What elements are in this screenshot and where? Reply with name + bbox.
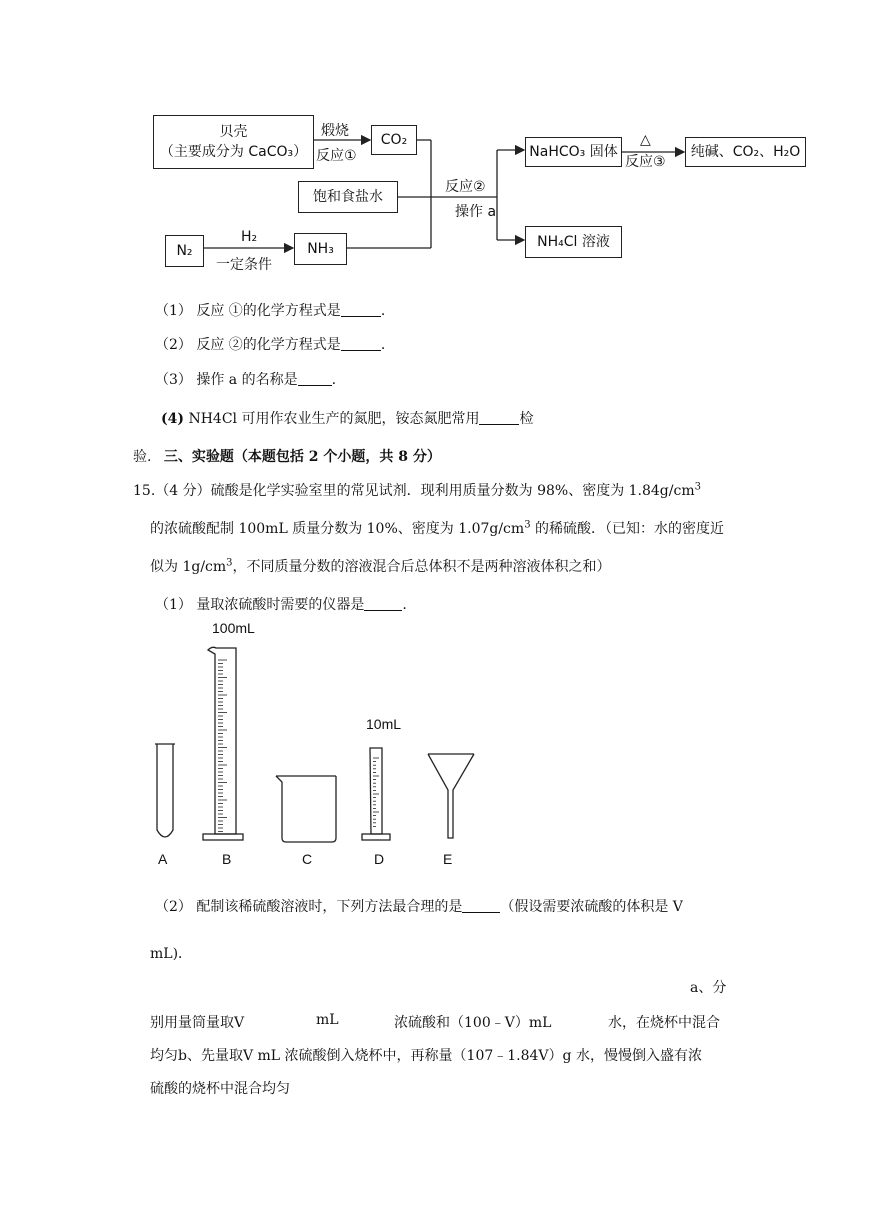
q15-line1-sup: 3 <box>694 481 701 493</box>
option-b-cont <box>150 1078 290 1098</box>
arrow1-bottom-label: 反应① <box>316 148 357 164</box>
co2-text: CO₂ <box>380 132 408 148</box>
q15-sub2-end: （假设需要浓硫酸的体积是 V <box>500 899 683 915</box>
q14-sub3 <box>155 369 336 389</box>
q15-line2-text: 的浓硫酸配制 100mL 质量分数为 10%、密度为 1.07g/cm <box>150 521 525 537</box>
q14-sub4-cont-text: 验. <box>133 449 152 465</box>
q15-sub1 <box>155 594 407 614</box>
nahco3-text: NaHCO₃ 固体 <box>529 144 618 160</box>
apparatus-drawing <box>140 640 480 850</box>
label-a: A <box>158 851 168 867</box>
option-a-part4: 水，在烧杯中混合 <box>608 1015 720 1031</box>
answer-blank[interactable] <box>341 302 381 317</box>
q14-sub3-end: . <box>331 372 337 388</box>
q15-line3 <box>150 556 611 576</box>
co2-box <box>371 125 417 155</box>
q14-sub4-cont <box>133 446 441 466</box>
option-a-head <box>690 977 726 997</box>
q14-sub2 <box>155 334 385 354</box>
cylinder-100ml-ticks <box>218 660 227 832</box>
option-a-part3: 浓硫酸和（100﹣V）mL <box>394 1015 552 1031</box>
q14-sub3-text: （3） 操作 a 的名称是 <box>155 372 298 388</box>
q15-sub2-cont <box>150 943 192 963</box>
arrow2-top-label: 反应② <box>445 179 486 195</box>
arrow4-top-label: H₂ <box>241 229 258 245</box>
option-b-line <box>150 1045 702 1065</box>
q14-sub1 <box>155 300 385 320</box>
cylinder-10ml-label: 10mL <box>366 716 402 732</box>
answer-blank[interactable] <box>298 371 332 386</box>
brine-text: 饱和食盐水 <box>313 189 383 205</box>
shell-box <box>153 115 314 169</box>
arrow2-bottom-label: 操作 a <box>455 204 497 220</box>
section3-title: 三、实验题（本题包括 2 个小题，共 8 分） <box>163 449 441 465</box>
q15-line1-text: 15.（4 分）硫酸是化学实验室里的常见试剂．现利用质量分数为 98%、密度为 1.84g/cm <box>133 483 695 499</box>
q14-sub2-text: （2） 反应 ②的化学方程式是 <box>155 337 341 353</box>
cylinder-100ml-label: 100mL <box>212 620 255 636</box>
answer-blank[interactable] <box>462 898 500 913</box>
nh3-text: NH₃ <box>307 241 334 257</box>
option-a-part1: 别用量筒量取V <box>150 1015 245 1031</box>
option-b-cont-text: 硫酸的烧杯中混合均匀 <box>150 1081 290 1097</box>
label-b: B <box>222 851 232 867</box>
q15-sub1-end: . <box>402 597 407 613</box>
shell-line2: （主要成分为 CaCO₃） <box>159 144 308 160</box>
products-text: 纯碱、CO₂、H₂O <box>690 144 801 160</box>
n2-box <box>165 235 204 267</box>
q14-sub1-text: （1） 反应 ①的化学方程式是 <box>155 303 341 319</box>
q15-sub2-text: （2） 配制该稀硫酸溶液时，下列方法最合理的是 <box>155 899 463 915</box>
option-a-head-text: a、分 <box>690 980 727 996</box>
answer-blank[interactable] <box>479 410 519 425</box>
q14-sub4-end: 检 <box>519 411 534 427</box>
n2-text: N₂ <box>176 243 193 259</box>
option-a-part2: mL <box>316 1012 339 1028</box>
q15-line1 <box>133 480 701 500</box>
q15-line2-sup: 3 <box>524 519 531 531</box>
arrow4-bottom-label: 一定条件 <box>216 257 272 273</box>
products-box <box>685 137 806 167</box>
funnel <box>428 754 474 838</box>
brine-box <box>298 181 398 213</box>
nh4cl-text: NH₄Cl 溶液 <box>537 234 610 250</box>
q15-line3-sup: 3 <box>226 557 233 569</box>
answer-blank[interactable] <box>341 336 381 351</box>
q15-sub2 <box>155 896 683 916</box>
label-e: E <box>443 851 453 867</box>
cylinder-10ml-ticks <box>373 758 379 826</box>
q14-sub1-end: . <box>380 303 386 319</box>
q15-sub2-cont-text: mL)． <box>150 946 193 962</box>
arrow1-top-label: 煅烧 <box>321 123 349 139</box>
label-c: C <box>302 851 313 867</box>
q14-sub2-end: . <box>380 337 386 353</box>
q14-sub4 <box>161 408 533 428</box>
q15-line3-text: 似为 1g/cm <box>150 559 227 575</box>
arrow3-top-label: △ <box>640 132 651 148</box>
nahco3-box <box>525 137 622 167</box>
q15-line2 <box>150 518 724 538</box>
nh3-box <box>294 233 347 265</box>
arrow3-bottom-label: 反应③ <box>625 154 666 170</box>
q15-line3-end: ，不同质量分数的溶液混合后总体积不是两种溶液体积之和） <box>232 559 611 575</box>
test-tube <box>155 744 175 837</box>
q15-line2-end: 的稀硫酸．（已知：水的密度近 <box>530 521 725 537</box>
option-b-text: 均匀b、先量取V mL 浓硫酸倒入烧杯中，再称量（107﹣1.84V）g 水，慢慢倒入盛有浓 <box>150 1048 702 1064</box>
nh4cl-box <box>525 226 622 258</box>
shell-line1: 贝壳 <box>219 124 248 140</box>
q14-sub4-number: (4) <box>161 411 184 427</box>
q14-sub4-text: NH4Cl 可用作农业生产的氮肥，铵态氮肥常用 <box>184 411 480 427</box>
q15-sub1-text: （1） 量取浓硫酸时需要的仪器是 <box>155 597 365 613</box>
beaker <box>276 776 336 842</box>
answer-blank[interactable] <box>364 596 402 611</box>
label-d: D <box>374 851 385 867</box>
